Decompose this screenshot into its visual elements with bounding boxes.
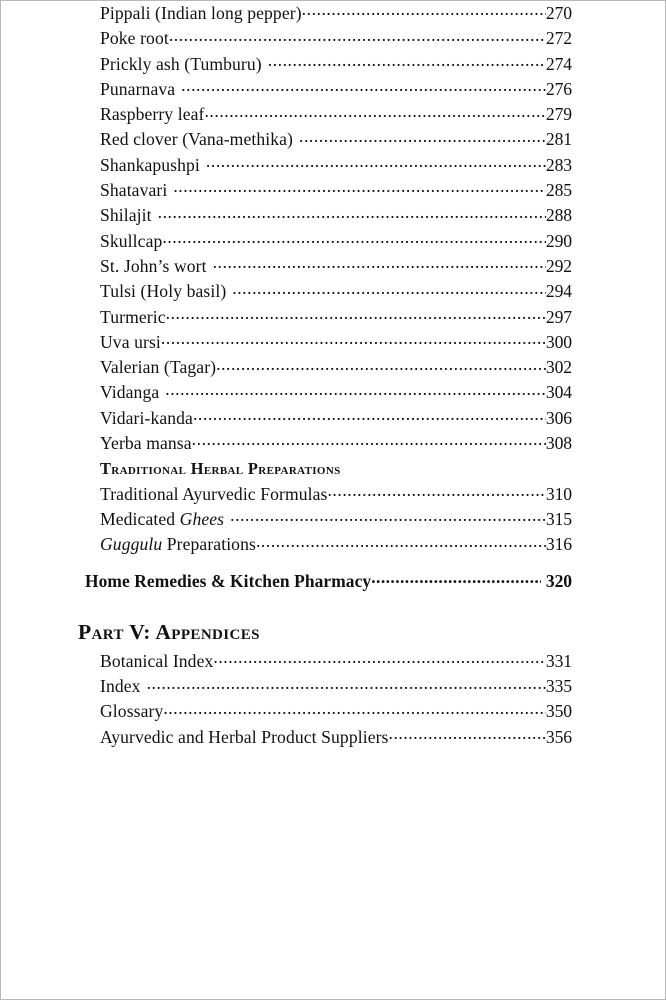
toc-entry[interactable] [100,532,572,557]
toc-entry[interactable] [100,725,572,750]
dot-leader [232,280,546,298]
toc-entry-title: Raspberry leaf [100,104,205,125]
toc-entry-title: Medicated Ghees [100,508,225,529]
dot-leader [192,431,546,449]
toc-entry[interactable] [100,229,572,254]
toc-entry[interactable] [100,380,572,405]
dot-leader [173,178,546,196]
dot-leader [158,204,546,222]
toc-entry-page-number: 270 [545,3,572,23]
toc-entry[interactable] [100,674,572,699]
dot-leader [206,153,546,171]
toc-entry-title: Botanical Index [100,650,214,671]
dot-leader [213,649,546,667]
table-of-contents-list [1,1,666,750]
toc-entry-page-number: 335 [545,676,572,697]
toc-entry-page-number: 302 [545,357,572,378]
toc-entry-page-number: 285 [545,180,572,201]
dot-leader [161,330,546,348]
toc-entry[interactable] [100,279,572,304]
toc-entry-page-number: 283 [545,154,572,175]
toc-entry-page-number: 279 [545,104,572,125]
toc-entry-title: Shankapushpi [100,154,200,175]
toc-subheading: Traditional Herbal Preparations [100,459,341,479]
toc-entry-title: Poke root [100,28,169,49]
dot-leader [204,103,545,121]
dot-leader [181,77,546,95]
toc-entry[interactable] [100,482,572,507]
dot-leader [371,569,541,586]
toc-entry[interactable] [100,102,572,127]
toc-entry-title: Skullcap [100,230,163,251]
toc-entry[interactable] [100,431,572,456]
dot-leader [299,128,546,146]
dot-leader [165,381,546,399]
toc-entry[interactable] [100,355,572,380]
toc-entry-page-number: 276 [545,78,572,99]
toc-part-heading: Part V: Appendices [78,619,260,644]
dot-leader [256,533,546,551]
toc-entry-page-number: 331 [545,650,572,671]
toc-entry-page-number: 350 [545,701,572,722]
toc-entry[interactable] [100,52,572,77]
toc-entry[interactable] [100,26,572,51]
toc-entry-page-number: 310 [545,483,572,504]
toc-entry-page-number: 320 [545,570,572,591]
toc-entry[interactable] [100,153,572,178]
dot-leader [216,356,546,374]
toc-entry-page-number: 300 [545,331,572,352]
toc-entry-title: Turmeric [100,306,166,327]
toc-entry-page-number: 272 [545,28,572,49]
toc-entry-page-number: 274 [545,53,572,74]
dot-leader [193,406,546,424]
toc-entry-title: Pippali (Indian long pepper) [100,3,302,23]
toc-entry[interactable] [100,254,572,279]
toc-entry-page-number: 281 [545,129,572,150]
toc-entry-page-number: 308 [545,433,572,454]
toc-entry-page-number: 290 [545,230,572,251]
toc-entry-title: Guggulu Preparations [100,534,256,555]
dot-leader [147,675,546,693]
toc-entry-page-number: 306 [545,407,572,428]
toc-entry-page-number: 297 [545,306,572,327]
toc-entry-title: Traditional Ayurvedic Formulas [100,483,328,504]
toc-entry-page-number: 316 [545,534,572,555]
dot-leader [268,52,546,70]
toc-entry[interactable] [100,203,572,228]
toc-entry-title: Shatavari [100,180,168,201]
toc-entry-title: Uva ursi [100,331,161,352]
toc-entry-title: Shilajit [100,205,152,226]
toc-entry-page-number: 294 [545,281,572,302]
toc-entry-title: Glossary [100,701,164,722]
toc-entry-page-number: 315 [545,508,572,529]
toc-entry-title: Ayurvedic and Herbal Product Suppliers [100,726,389,747]
toc-entry[interactable] [100,330,572,355]
toc-major-entry[interactable] [85,569,572,594]
toc-entry[interactable] [100,649,572,674]
dot-leader [166,305,546,323]
toc-entry-page-number: 304 [545,382,572,403]
dot-leader [163,700,546,718]
toc-entry-title: Vidanga [100,382,160,403]
toc-entry[interactable] [100,178,572,203]
toc-entry-title: Valerian (Tagar) [100,357,217,378]
dot-leader [169,27,546,45]
toc-entry-title: Home Remedies & Kitchen Pharmacy [85,570,372,591]
toc-entry-title: Yerba mansa [100,433,192,454]
toc-entry[interactable] [100,127,572,152]
dot-leader [327,482,545,500]
dot-leader [213,254,546,272]
toc-entry[interactable] [100,1,572,26]
toc-entry-page-number: 288 [545,205,572,226]
toc-entry-page-number: 292 [545,255,572,276]
toc-entry-title: Tulsi (Holy basil) [100,281,227,302]
toc-entry[interactable] [100,406,572,431]
dot-leader [389,725,546,743]
toc-entry-title: Prickly ash (Tumburu) [100,53,262,74]
dot-leader [302,1,546,19]
toc-entry-title: Index [100,676,141,697]
dot-leader [162,229,546,247]
toc-entry-title: Vidari-kanda [100,407,193,428]
toc-entry[interactable] [100,305,572,330]
toc-entry[interactable] [100,699,572,724]
toc-entry-title: St. John’s wort [100,255,207,276]
dot-leader [230,507,546,525]
toc-entry[interactable] [100,507,572,532]
toc-entry[interactable] [100,77,572,102]
toc-entry-title: Punarnava [100,78,176,99]
toc-entry-page-number: 356 [545,726,572,747]
toc-entry-title: Red clover (Vana-methika) [100,129,294,150]
